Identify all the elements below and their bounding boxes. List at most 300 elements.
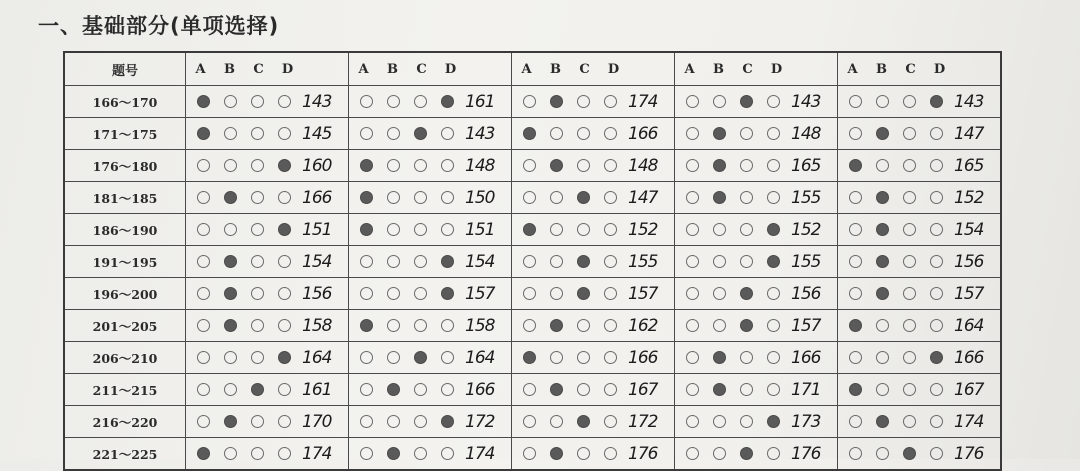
answer-bubble-a[interactable] — [686, 191, 699, 204]
answer-bubble-c[interactable] — [251, 95, 264, 108]
answer-bubble-d[interactable] — [930, 159, 943, 172]
answer-bubble-c[interactable] — [414, 447, 427, 460]
answer-group — [186, 86, 303, 118]
handwritten-note: 165 — [791, 150, 838, 182]
table-row — [64, 438, 1001, 471]
answer-bubble-a[interactable] — [523, 127, 536, 140]
answer-bubble-b[interactable] — [224, 383, 237, 396]
answer-bubble-c[interactable] — [740, 159, 753, 172]
answer-bubble-c[interactable] — [577, 383, 590, 396]
answer-bubble-d[interactable] — [278, 159, 291, 172]
answer-bubble-b[interactable] — [876, 319, 889, 332]
handwritten-note: 158 — [465, 310, 512, 342]
answer-bubble-c[interactable] — [251, 191, 264, 204]
answer-bubble-b[interactable] — [387, 223, 400, 236]
answer-bubble-d[interactable] — [930, 319, 943, 332]
answer-bubble-a[interactable] — [849, 223, 862, 236]
handwritten-note: 164 — [954, 310, 1001, 342]
handwritten-note: 166 — [628, 342, 675, 374]
answer-bubble-c[interactable] — [251, 351, 264, 364]
answer-bubble-d[interactable] — [441, 255, 454, 268]
answer-bubble-b[interactable] — [550, 447, 563, 460]
answer-bubble-d[interactable] — [767, 159, 780, 172]
answer-bubble-d[interactable] — [604, 351, 617, 364]
answer-bubble-b[interactable] — [224, 415, 237, 428]
answer-bubble-b[interactable] — [387, 351, 400, 364]
answer-bubble-c[interactable] — [251, 287, 264, 300]
answer-bubble-c[interactable] — [740, 95, 753, 108]
answer-bubble-b[interactable] — [876, 415, 889, 428]
answer-bubble-a[interactable] — [849, 415, 862, 428]
answer-group — [512, 374, 629, 406]
bubble-set — [186, 383, 302, 396]
answer-group — [675, 374, 792, 406]
answer-bubble-b[interactable] — [550, 255, 563, 268]
answer-bubble-c[interactable] — [414, 383, 427, 396]
options-header-3 — [512, 52, 629, 86]
answer-bubble-b[interactable] — [387, 415, 400, 428]
answer-bubble-c[interactable] — [414, 415, 427, 428]
bubble-set — [186, 95, 302, 108]
answer-bubble-c[interactable] — [414, 255, 427, 268]
answer-bubble-b[interactable] — [713, 95, 726, 108]
answer-bubble-c[interactable] — [577, 447, 590, 460]
answer-bubble-c[interactable] — [414, 95, 427, 108]
answer-bubble-d[interactable] — [767, 287, 780, 300]
answer-bubble-c[interactable] — [251, 383, 264, 396]
answer-bubble-b[interactable] — [550, 191, 563, 204]
answer-bubble-a[interactable] — [686, 95, 699, 108]
answer-bubble-d[interactable] — [767, 319, 780, 332]
table-row — [64, 150, 1001, 182]
answer-group — [186, 406, 303, 438]
answer-bubble-a[interactable] — [197, 223, 210, 236]
answer-bubble-b[interactable] — [713, 127, 726, 140]
answer-bubble-c[interactable] — [903, 223, 916, 236]
answer-group — [349, 150, 466, 182]
answer-bubble-c[interactable] — [414, 319, 427, 332]
answer-bubble-d[interactable] — [604, 415, 617, 428]
answer-bubble-a[interactable] — [197, 127, 210, 140]
answer-bubble-a[interactable] — [523, 447, 536, 460]
answer-bubble-a[interactable] — [360, 95, 373, 108]
answer-bubble-d[interactable] — [767, 447, 780, 460]
handwritten-note: 166 — [302, 182, 349, 214]
answer-bubble-b[interactable] — [713, 159, 726, 172]
answer-bubble-b[interactable] — [224, 95, 237, 108]
answer-bubble-a[interactable] — [360, 127, 373, 140]
answer-bubble-a[interactable] — [360, 255, 373, 268]
answer-bubble-b[interactable] — [876, 447, 889, 460]
answer-bubble-a[interactable] — [197, 351, 210, 364]
answer-bubble-d[interactable] — [930, 383, 943, 396]
answer-bubble-d[interactable] — [278, 447, 291, 460]
answer-bubble-a[interactable] — [360, 383, 373, 396]
answer-group — [512, 118, 629, 150]
answer-bubble-a[interactable] — [360, 319, 373, 332]
answer-bubble-b[interactable] — [876, 287, 889, 300]
answer-bubble-a[interactable] — [686, 127, 699, 140]
answer-bubble-a[interactable] — [686, 351, 699, 364]
option-letter: A — [521, 61, 532, 77]
answer-bubble-d[interactable] — [604, 127, 617, 140]
handwritten-note: 172 — [628, 406, 675, 438]
answer-bubble-d[interactable] — [930, 447, 943, 460]
answer-bubble-b[interactable] — [876, 159, 889, 172]
answer-bubble-c[interactable] — [577, 223, 590, 236]
answer-bubble-c[interactable] — [251, 415, 264, 428]
bubble-set — [838, 319, 954, 332]
answer-bubble-d[interactable] — [278, 95, 291, 108]
answer-bubble-c[interactable] — [903, 351, 916, 364]
answer-bubble-d[interactable] — [767, 383, 780, 396]
answer-bubble-b[interactable] — [224, 287, 237, 300]
answer-bubble-d[interactable] — [767, 415, 780, 428]
handwritten-note: 147 — [954, 118, 1001, 150]
bubble-set — [186, 415, 302, 428]
answer-bubble-a[interactable] — [849, 255, 862, 268]
answer-bubble-a[interactable] — [360, 223, 373, 236]
answer-bubble-d[interactable] — [441, 191, 454, 204]
answer-bubble-c[interactable] — [414, 351, 427, 364]
answer-bubble-b[interactable] — [550, 351, 563, 364]
answer-bubble-c[interactable] — [414, 127, 427, 140]
answer-bubble-b[interactable] — [876, 255, 889, 268]
answer-bubble-d[interactable] — [604, 191, 617, 204]
answer-bubble-d[interactable] — [441, 95, 454, 108]
answer-bubble-b[interactable] — [387, 287, 400, 300]
answer-bubble-d[interactable] — [930, 351, 943, 364]
answer-bubble-c[interactable] — [903, 127, 916, 140]
answer-bubble-d[interactable] — [441, 383, 454, 396]
answer-group — [512, 182, 629, 214]
answer-bubble-d[interactable] — [930, 223, 943, 236]
answer-group — [349, 438, 466, 471]
answer-bubble-b[interactable] — [713, 383, 726, 396]
answer-bubble-a[interactable] — [686, 159, 699, 172]
answer-bubble-a[interactable] — [849, 319, 862, 332]
table-row — [64, 278, 1001, 310]
answer-bubble-d[interactable] — [441, 447, 454, 460]
answer-bubble-d[interactable] — [604, 95, 617, 108]
answer-bubble-a[interactable] — [360, 351, 373, 364]
answer-bubble-a[interactable] — [523, 415, 536, 428]
answer-bubble-c[interactable] — [740, 447, 753, 460]
option-letter: B — [713, 61, 724, 77]
answer-bubble-b[interactable] — [224, 351, 237, 364]
answer-group — [512, 310, 629, 342]
answer-bubble-c[interactable] — [740, 287, 753, 300]
answer-bubble-d[interactable] — [767, 351, 780, 364]
bubble-set — [186, 159, 302, 172]
answer-bubble-c[interactable] — [903, 255, 916, 268]
answer-bubble-c[interactable] — [251, 159, 264, 172]
answer-bubble-a[interactable] — [849, 351, 862, 364]
answer-bubble-a[interactable] — [686, 447, 699, 460]
handwritten-note: 161 — [465, 86, 512, 118]
answer-bubble-b[interactable] — [713, 319, 726, 332]
answer-bubble-c[interactable] — [577, 415, 590, 428]
question-range: 171～175 — [64, 118, 186, 150]
answer-bubble-b[interactable] — [387, 159, 400, 172]
option-letter: B — [224, 61, 235, 77]
answer-bubble-c[interactable] — [903, 415, 916, 428]
answer-bubble-c[interactable] — [251, 127, 264, 140]
answer-bubble-a[interactable] — [197, 319, 210, 332]
answer-bubble-a[interactable] — [686, 383, 699, 396]
answer-bubble-b[interactable] — [713, 447, 726, 460]
answer-bubble-b[interactable] — [876, 351, 889, 364]
answer-bubble-d[interactable] — [278, 223, 291, 236]
answer-bubble-c[interactable] — [414, 223, 427, 236]
answer-bubble-a[interactable] — [849, 159, 862, 172]
answer-bubble-a[interactable] — [523, 383, 536, 396]
answer-bubble-b[interactable] — [387, 447, 400, 460]
answer-bubble-c[interactable] — [414, 287, 427, 300]
bubble-set — [675, 287, 791, 300]
answer-bubble-a[interactable] — [197, 383, 210, 396]
answer-bubble-d[interactable] — [767, 223, 780, 236]
answer-bubble-d[interactable] — [767, 95, 780, 108]
answer-group — [675, 86, 792, 118]
answer-bubble-b[interactable] — [550, 383, 563, 396]
answer-bubble-b[interactable] — [387, 319, 400, 332]
answer-bubble-b[interactable] — [224, 159, 237, 172]
answer-bubble-b[interactable] — [224, 191, 237, 204]
answer-bubble-a[interactable] — [849, 287, 862, 300]
answer-bubble-a[interactable] — [197, 95, 210, 108]
bubble-set — [838, 191, 954, 204]
answer-bubble-c[interactable] — [577, 319, 590, 332]
answer-bubble-d[interactable] — [441, 351, 454, 364]
answer-group — [675, 406, 792, 438]
answer-bubble-b[interactable] — [713, 415, 726, 428]
answer-bubble-b[interactable] — [387, 255, 400, 268]
answer-bubble-a[interactable] — [197, 191, 210, 204]
header-row — [64, 52, 1001, 86]
answer-bubble-c[interactable] — [903, 447, 916, 460]
answer-bubble-b[interactable] — [550, 415, 563, 428]
answer-bubble-a[interactable] — [523, 95, 536, 108]
answer-bubble-b[interactable] — [713, 255, 726, 268]
answer-bubble-b[interactable] — [387, 383, 400, 396]
table-row — [64, 118, 1001, 150]
answer-bubble-a[interactable] — [197, 287, 210, 300]
answer-bubble-a[interactable] — [523, 287, 536, 300]
option-letter: D — [770, 61, 783, 77]
answer-bubble-a[interactable] — [197, 447, 210, 460]
answer-bubble-d[interactable] — [930, 95, 943, 108]
answer-bubble-b[interactable] — [387, 95, 400, 108]
answer-bubble-c[interactable] — [251, 319, 264, 332]
answer-bubble-d[interactable] — [441, 415, 454, 428]
answer-bubble-a[interactable] — [197, 159, 210, 172]
answer-bubble-c[interactable] — [903, 159, 916, 172]
answer-bubble-d[interactable] — [278, 127, 291, 140]
answer-bubble-d[interactable] — [278, 415, 291, 428]
answer-bubble-d[interactable] — [441, 319, 454, 332]
answer-bubble-c[interactable] — [251, 255, 264, 268]
answer-bubble-a[interactable] — [686, 287, 699, 300]
answer-bubble-a[interactable] — [360, 415, 373, 428]
handwritten-note: 143 — [302, 86, 349, 118]
answer-bubble-b[interactable] — [713, 223, 726, 236]
answer-bubble-b[interactable] — [713, 351, 726, 364]
answer-bubble-c[interactable] — [740, 383, 753, 396]
answer-bubble-d[interactable] — [930, 287, 943, 300]
answer-bubble-d[interactable] — [604, 159, 617, 172]
answer-bubble-b[interactable] — [224, 223, 237, 236]
bubble-set — [675, 95, 791, 108]
answer-bubble-c[interactable] — [740, 255, 753, 268]
answer-bubble-c[interactable] — [251, 447, 264, 460]
answer-bubble-b[interactable] — [387, 127, 400, 140]
answer-bubble-a[interactable] — [197, 415, 210, 428]
answer-bubble-a[interactable] — [360, 287, 373, 300]
answer-bubble-a[interactable] — [523, 191, 536, 204]
answer-bubble-c[interactable] — [577, 127, 590, 140]
answer-bubble-d[interactable] — [278, 287, 291, 300]
option-letter: A — [684, 61, 695, 77]
answer-bubble-a[interactable] — [686, 223, 699, 236]
answer-bubble-a[interactable] — [360, 191, 373, 204]
answer-bubble-d[interactable] — [278, 319, 291, 332]
answer-bubble-c[interactable] — [414, 191, 427, 204]
answer-bubble-c[interactable] — [251, 223, 264, 236]
answer-bubble-d[interactable] — [767, 191, 780, 204]
answer-bubble-c[interactable] — [740, 191, 753, 204]
answer-bubble-a[interactable] — [197, 255, 210, 268]
answer-bubble-d[interactable] — [278, 191, 291, 204]
answer-bubble-a[interactable] — [686, 415, 699, 428]
bubble-set — [349, 127, 465, 140]
answer-bubble-d[interactable] — [767, 127, 780, 140]
bubble-set — [186, 255, 302, 268]
answer-bubble-b[interactable] — [224, 255, 237, 268]
answer-bubble-b[interactable] — [550, 95, 563, 108]
answer-bubble-a[interactable] — [849, 127, 862, 140]
answer-bubble-b[interactable] — [876, 127, 889, 140]
answer-bubble-b[interactable] — [387, 191, 400, 204]
answer-bubble-a[interactable] — [523, 159, 536, 172]
answer-bubble-b[interactable] — [224, 447, 237, 460]
answer-bubble-d[interactable] — [604, 447, 617, 460]
handwritten-note: 155 — [628, 246, 675, 278]
handwritten-note: 174 — [465, 438, 512, 471]
handwritten-note: 148 — [628, 150, 675, 182]
answer-bubble-b[interactable] — [550, 223, 563, 236]
answer-bubble-b[interactable] — [713, 191, 726, 204]
answer-bubble-c[interactable] — [577, 255, 590, 268]
handwritten-note: 155 — [791, 182, 838, 214]
answer-bubble-b[interactable] — [550, 319, 563, 332]
answer-bubble-b[interactable] — [876, 223, 889, 236]
answer-bubble-c[interactable] — [903, 319, 916, 332]
answer-group — [675, 310, 792, 342]
answer-bubble-c[interactable] — [577, 287, 590, 300]
bubble-set — [349, 415, 465, 428]
answer-bubble-d[interactable] — [604, 319, 617, 332]
answer-bubble-d[interactable] — [278, 383, 291, 396]
answer-bubble-a[interactable] — [849, 191, 862, 204]
handwritten-note: 151 — [465, 214, 512, 246]
answer-bubble-b[interactable] — [224, 319, 237, 332]
answer-bubble-d[interactable] — [604, 223, 617, 236]
answer-bubble-d[interactable] — [930, 415, 943, 428]
answer-bubble-b[interactable] — [550, 159, 563, 172]
answer-bubble-a[interactable] — [360, 447, 373, 460]
answer-bubble-b[interactable] — [550, 127, 563, 140]
answer-bubble-a[interactable] — [523, 351, 536, 364]
answer-bubble-c[interactable] — [577, 351, 590, 364]
bubble-set — [186, 447, 302, 460]
answer-bubble-b[interactable] — [713, 287, 726, 300]
answer-bubble-c[interactable] — [577, 191, 590, 204]
answer-bubble-b[interactable] — [876, 95, 889, 108]
option-letter: B — [550, 61, 561, 77]
answer-bubble-a[interactable] — [360, 159, 373, 172]
answer-bubble-a[interactable] — [849, 447, 862, 460]
answer-bubble-d[interactable] — [930, 255, 943, 268]
answer-bubble-c[interactable] — [740, 319, 753, 332]
answer-bubble-b[interactable] — [876, 383, 889, 396]
answer-bubble-c[interactable] — [414, 159, 427, 172]
answer-bubble-c[interactable] — [740, 415, 753, 428]
answer-bubble-a[interactable] — [523, 223, 536, 236]
answer-bubble-c[interactable] — [577, 159, 590, 172]
answer-bubble-c[interactable] — [740, 223, 753, 236]
answer-bubble-a[interactable] — [849, 95, 862, 108]
bubble-set — [349, 319, 465, 332]
answer-bubble-c[interactable] — [903, 191, 916, 204]
answer-bubble-d[interactable] — [441, 159, 454, 172]
option-letter: C — [579, 61, 590, 77]
answer-bubble-d[interactable] — [278, 255, 291, 268]
handwritten-note: 152 — [791, 214, 838, 246]
answer-bubble-a[interactable] — [849, 383, 862, 396]
answer-bubble-d[interactable] — [930, 191, 943, 204]
answer-bubble-b[interactable] — [224, 127, 237, 140]
answer-bubble-b[interactable] — [876, 191, 889, 204]
answer-bubble-b[interactable] — [550, 287, 563, 300]
answer-bubble-a[interactable] — [686, 319, 699, 332]
answer-bubble-c[interactable] — [577, 95, 590, 108]
bubble-set — [512, 159, 628, 172]
answer-bubble-c[interactable] — [903, 287, 916, 300]
answer-bubble-d[interactable] — [441, 287, 454, 300]
answer-bubble-a[interactable] — [523, 255, 536, 268]
answer-bubble-d[interactable] — [278, 351, 291, 364]
answer-bubble-d[interactable] — [441, 127, 454, 140]
note-header-3 — [628, 52, 675, 86]
answer-group — [512, 150, 629, 182]
answer-bubble-c[interactable] — [903, 95, 916, 108]
answer-group — [349, 86, 466, 118]
answer-bubble-d[interactable] — [767, 255, 780, 268]
answer-bubble-c[interactable] — [903, 383, 916, 396]
answer-bubble-c[interactable] — [740, 127, 753, 140]
answer-bubble-a[interactable] — [523, 319, 536, 332]
answer-bubble-d[interactable] — [604, 287, 617, 300]
handwritten-note: 167 — [954, 374, 1001, 406]
answer-bubble-d[interactable] — [604, 383, 617, 396]
answer-bubble-d[interactable] — [930, 127, 943, 140]
answer-bubble-a[interactable] — [686, 255, 699, 268]
answer-bubble-c[interactable] — [740, 351, 753, 364]
answer-bubble-d[interactable] — [604, 255, 617, 268]
question-range: 216～220 — [64, 406, 186, 438]
answer-bubble-d[interactable] — [441, 223, 454, 236]
